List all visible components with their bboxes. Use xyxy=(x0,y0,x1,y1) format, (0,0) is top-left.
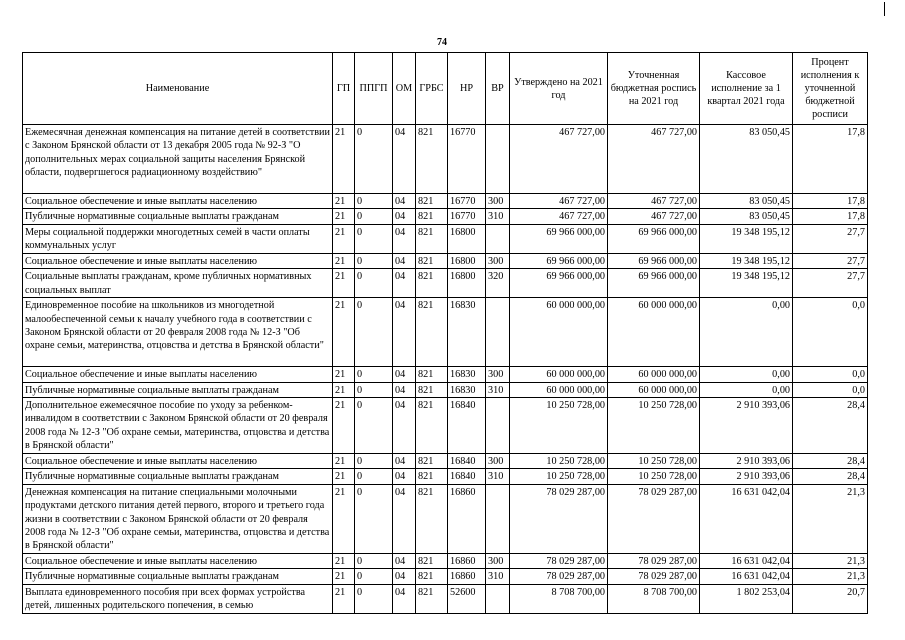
row-refined: 10 250 728,00 xyxy=(608,398,700,454)
row-pgp: 0 xyxy=(355,569,393,584)
row-cash: 83 050,45 xyxy=(700,194,793,209)
row-name: Социальное обеспечение и иные выплаты населению xyxy=(23,553,333,568)
row-om: 04 xyxy=(393,125,416,194)
row-percent: 17,8 xyxy=(793,194,868,209)
header-approved: Утверждено на 2021 год xyxy=(510,53,608,125)
row-om: 04 xyxy=(393,224,416,253)
row-pgp: 0 xyxy=(355,269,393,298)
header-grbs: ГРБС xyxy=(416,53,448,125)
table-row xyxy=(23,125,868,194)
row-refined: 69 966 000,00 xyxy=(608,253,700,268)
row-gp: 21 xyxy=(333,382,355,397)
table-row xyxy=(23,398,868,454)
row-cash: 16 631 042,04 xyxy=(700,484,793,553)
row-percent: 21,3 xyxy=(793,484,868,553)
row-percent: 0,0 xyxy=(793,367,868,382)
row-vr xyxy=(486,224,510,253)
header-np: НР xyxy=(448,53,486,125)
row-om: 04 xyxy=(393,194,416,209)
row-vr: 300 xyxy=(486,454,510,469)
row-vr: 300 xyxy=(486,253,510,268)
row-np: 16770 xyxy=(448,125,486,194)
row-percent: 21,3 xyxy=(793,553,868,568)
row-cash: 83 050,45 xyxy=(700,125,793,194)
row-grbs: 821 xyxy=(416,454,448,469)
header-cash: Кассовое исполнение за 1 квартал 2021 года xyxy=(700,53,793,125)
table-row xyxy=(23,569,868,584)
row-om: 04 xyxy=(393,584,416,613)
row-refined: 10 250 728,00 xyxy=(608,454,700,469)
row-vr xyxy=(486,125,510,194)
row-refined: 60 000 000,00 xyxy=(608,367,700,382)
row-cash: 83 050,45 xyxy=(700,209,793,224)
row-name: Публичные нормативные социальные выплаты гражданам xyxy=(23,382,333,397)
row-np: 16860 xyxy=(448,569,486,584)
row-cash: 0,00 xyxy=(700,367,793,382)
row-vr: 300 xyxy=(486,367,510,382)
row-pgp: 0 xyxy=(355,298,393,367)
row-pgp: 0 xyxy=(355,209,393,224)
row-percent: 27,7 xyxy=(793,253,868,268)
row-om: 04 xyxy=(393,553,416,568)
row-vr xyxy=(486,298,510,367)
row-name: Денежная компенсация на питание специальными молочными продуктами детского питания детей первого, второго и третьего года жизни в соответствии с Законом Брянской области от 20 февраля 2008 года № 12-З "Об охране семьи, материнства, отцовства и детства в Брянской области" xyxy=(23,484,333,553)
row-cash: 0,00 xyxy=(700,298,793,367)
row-approved: 60 000 000,00 xyxy=(510,298,608,367)
header-vr: ВР xyxy=(486,53,510,125)
row-vr: 300 xyxy=(486,553,510,568)
row-pgp: 0 xyxy=(355,484,393,553)
row-refined: 78 029 287,00 xyxy=(608,484,700,553)
row-cash: 2 910 393,06 xyxy=(700,454,793,469)
table-row xyxy=(23,367,868,382)
row-gp: 21 xyxy=(333,553,355,568)
row-percent: 27,7 xyxy=(793,269,868,298)
table-row xyxy=(23,253,868,268)
table-row xyxy=(23,454,868,469)
row-name: Социальное обеспечение и иные выплаты населению xyxy=(23,194,333,209)
row-grbs: 821 xyxy=(416,569,448,584)
row-cash: 2 910 393,06 xyxy=(700,469,793,484)
row-gp: 21 xyxy=(333,125,355,194)
row-vr xyxy=(486,398,510,454)
header-om: ОМ xyxy=(393,53,416,125)
table-row xyxy=(23,209,868,224)
row-approved: 467 727,00 xyxy=(510,209,608,224)
row-np: 16800 xyxy=(448,253,486,268)
row-gp: 21 xyxy=(333,584,355,613)
row-om: 04 xyxy=(393,253,416,268)
row-approved: 10 250 728,00 xyxy=(510,398,608,454)
row-name: Публичные нормативные социальные выплаты гражданам xyxy=(23,469,333,484)
row-gp: 21 xyxy=(333,484,355,553)
row-approved: 78 029 287,00 xyxy=(510,553,608,568)
row-refined: 10 250 728,00 xyxy=(608,469,700,484)
row-np: 16840 xyxy=(448,398,486,454)
row-refined: 69 966 000,00 xyxy=(608,269,700,298)
row-gp: 21 xyxy=(333,298,355,367)
row-approved: 467 727,00 xyxy=(510,125,608,194)
row-name: Социальное обеспечение и иные выплаты населению xyxy=(23,454,333,469)
row-grbs: 821 xyxy=(416,298,448,367)
row-gp: 21 xyxy=(333,398,355,454)
row-approved: 78 029 287,00 xyxy=(510,569,608,584)
row-grbs: 821 xyxy=(416,553,448,568)
row-name: Публичные нормативные социальные выплаты гражданам xyxy=(23,569,333,584)
row-grbs: 821 xyxy=(416,584,448,613)
row-grbs: 821 xyxy=(416,469,448,484)
row-refined: 467 727,00 xyxy=(608,194,700,209)
row-name: Меры социальной поддержки многодетных семей в части оплаты коммунальных услуг xyxy=(23,224,333,253)
row-vr xyxy=(486,484,510,553)
row-np: 52600 xyxy=(448,584,486,613)
header-gp: ГП xyxy=(333,53,355,125)
row-percent: 28,4 xyxy=(793,469,868,484)
row-np: 16860 xyxy=(448,484,486,553)
table-header-row xyxy=(23,53,868,125)
row-approved: 10 250 728,00 xyxy=(510,469,608,484)
row-grbs: 821 xyxy=(416,209,448,224)
header-pgp: ППГП xyxy=(355,53,393,125)
row-om: 04 xyxy=(393,454,416,469)
row-grbs: 821 xyxy=(416,398,448,454)
row-pgp: 0 xyxy=(355,584,393,613)
row-name: Дополнительное ежемесячное пособие по уходу за ребенком-инвалидом в соответствии с Законом Брянской области от 20 февраля 2008 года № 12-З "Об охране семьи, материнства, отцовства и детства в Брянской области" xyxy=(23,398,333,454)
row-approved: 467 727,00 xyxy=(510,194,608,209)
row-percent: 27,7 xyxy=(793,224,868,253)
row-pgp: 0 xyxy=(355,454,393,469)
row-refined: 69 966 000,00 xyxy=(608,224,700,253)
row-refined: 78 029 287,00 xyxy=(608,553,700,568)
row-vr: 320 xyxy=(486,269,510,298)
table-row xyxy=(23,298,868,367)
row-gp: 21 xyxy=(333,569,355,584)
row-om: 04 xyxy=(393,367,416,382)
row-percent: 21,3 xyxy=(793,569,868,584)
row-grbs: 821 xyxy=(416,194,448,209)
row-percent: 28,4 xyxy=(793,398,868,454)
row-cash: 19 348 195,12 xyxy=(700,253,793,268)
row-cash: 19 348 195,12 xyxy=(700,224,793,253)
row-approved: 8 708 700,00 xyxy=(510,584,608,613)
row-refined: 467 727,00 xyxy=(608,125,700,194)
row-om: 04 xyxy=(393,469,416,484)
row-vr: 310 xyxy=(486,209,510,224)
table-row xyxy=(23,382,868,397)
row-om: 04 xyxy=(393,209,416,224)
row-pgp: 0 xyxy=(355,253,393,268)
row-np: 16840 xyxy=(448,454,486,469)
row-gp: 21 xyxy=(333,269,355,298)
row-refined: 467 727,00 xyxy=(608,209,700,224)
row-cash: 16 631 042,04 xyxy=(700,553,793,568)
row-name: Социальные выплаты гражданам, кроме публичных нормативных социальных выплат xyxy=(23,269,333,298)
row-approved: 60 000 000,00 xyxy=(510,382,608,397)
row-grbs: 821 xyxy=(416,224,448,253)
row-grbs: 821 xyxy=(416,269,448,298)
row-name: Единовременное пособие на школьников из многодетной малообеспеченной семьи к началу учебного года в соответствии с Законом Брянской области от 20 февраля 2008 года № 12-З "Об охране семьи, материнства, отцовства и детства в Брянской области" xyxy=(23,298,333,367)
row-om: 04 xyxy=(393,569,416,584)
row-approved: 10 250 728,00 xyxy=(510,454,608,469)
table-row xyxy=(23,269,868,298)
row-pgp: 0 xyxy=(355,553,393,568)
row-np: 16770 xyxy=(448,194,486,209)
table-row xyxy=(23,484,868,553)
row-approved: 78 029 287,00 xyxy=(510,484,608,553)
budget-table xyxy=(22,52,868,614)
row-name: Выплата единовременного пособия при всех формах устройства детей, лишенных родительского попечения, в семью xyxy=(23,584,333,613)
table-row xyxy=(23,194,868,209)
row-approved: 69 966 000,00 xyxy=(510,269,608,298)
row-om: 04 xyxy=(393,382,416,397)
row-pgp: 0 xyxy=(355,224,393,253)
row-pgp: 0 xyxy=(355,194,393,209)
row-percent: 0,0 xyxy=(793,298,868,367)
row-percent: 20,7 xyxy=(793,584,868,613)
row-pgp: 0 xyxy=(355,382,393,397)
table-row xyxy=(23,553,868,568)
row-grbs: 821 xyxy=(416,382,448,397)
page-number: 74 xyxy=(437,37,447,48)
row-gp: 21 xyxy=(333,469,355,484)
row-percent: 0,0 xyxy=(793,382,868,397)
page-edge-mark xyxy=(884,2,885,16)
row-np: 16830 xyxy=(448,382,486,397)
row-gp: 21 xyxy=(333,224,355,253)
table-row xyxy=(23,584,868,613)
row-grbs: 821 xyxy=(416,253,448,268)
row-grbs: 821 xyxy=(416,125,448,194)
row-om: 04 xyxy=(393,484,416,553)
row-cash: 0,00 xyxy=(700,382,793,397)
row-np: 16800 xyxy=(448,224,486,253)
row-np: 16830 xyxy=(448,367,486,382)
row-om: 04 xyxy=(393,298,416,367)
row-grbs: 821 xyxy=(416,367,448,382)
row-refined: 78 029 287,00 xyxy=(608,569,700,584)
row-cash: 19 348 195,12 xyxy=(700,269,793,298)
row-np: 16800 xyxy=(448,269,486,298)
row-gp: 21 xyxy=(333,194,355,209)
row-gp: 21 xyxy=(333,454,355,469)
row-pgp: 0 xyxy=(355,469,393,484)
header-percent: Процент исполнения к уточненной бюджетной росписи xyxy=(793,53,868,125)
row-refined: 60 000 000,00 xyxy=(608,382,700,397)
row-name: Социальное обеспечение и иные выплаты населению xyxy=(23,367,333,382)
row-approved: 60 000 000,00 xyxy=(510,367,608,382)
row-refined: 8 708 700,00 xyxy=(608,584,700,613)
header-name: Наименование xyxy=(23,53,333,125)
table-row xyxy=(23,469,868,484)
row-percent: 17,8 xyxy=(793,209,868,224)
row-vr: 310 xyxy=(486,382,510,397)
row-pgp: 0 xyxy=(355,125,393,194)
row-vr xyxy=(486,584,510,613)
row-grbs: 821 xyxy=(416,484,448,553)
row-name: Социальное обеспечение и иные выплаты населению xyxy=(23,253,333,268)
row-np: 16840 xyxy=(448,469,486,484)
row-np: 16830 xyxy=(448,298,486,367)
row-gp: 21 xyxy=(333,209,355,224)
row-cash: 2 910 393,06 xyxy=(700,398,793,454)
row-vr: 310 xyxy=(486,569,510,584)
row-gp: 21 xyxy=(333,367,355,382)
row-cash: 1 802 253,04 xyxy=(700,584,793,613)
header-refined: Уточненная бюджетная роспись на 2021 год xyxy=(608,53,700,125)
row-percent: 17,8 xyxy=(793,125,868,194)
row-approved: 69 966 000,00 xyxy=(510,253,608,268)
row-np: 16860 xyxy=(448,553,486,568)
row-om: 04 xyxy=(393,269,416,298)
row-name: Публичные нормативные социальные выплаты гражданам xyxy=(23,209,333,224)
row-gp: 21 xyxy=(333,253,355,268)
row-percent: 28,4 xyxy=(793,454,868,469)
row-pgp: 0 xyxy=(355,398,393,454)
row-approved: 69 966 000,00 xyxy=(510,224,608,253)
row-refined: 60 000 000,00 xyxy=(608,298,700,367)
row-om: 04 xyxy=(393,398,416,454)
row-vr: 310 xyxy=(486,469,510,484)
row-cash: 16 631 042,04 xyxy=(700,569,793,584)
row-name: Ежемесячная денежная компенсация на питание детей в соответствии с Законом Брянской области от 13 декабря 2005 года № 92-З "О дополнительных мерах социальной защиты населения Брянской области, подвергшегося радиационному воздействию" xyxy=(23,125,333,194)
table-row xyxy=(23,224,868,253)
row-pgp: 0 xyxy=(355,367,393,382)
row-vr: 300 xyxy=(486,194,510,209)
row-np: 16770 xyxy=(448,209,486,224)
